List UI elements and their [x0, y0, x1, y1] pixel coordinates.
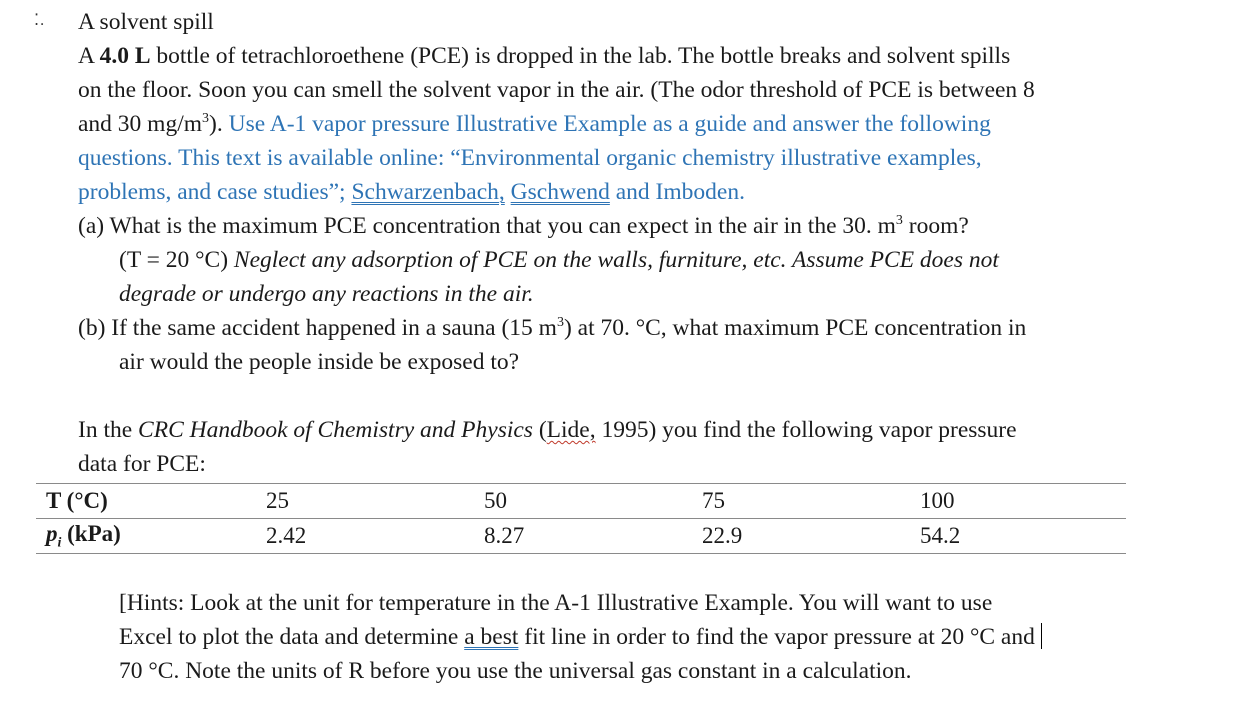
guide-link-text: Use A-1 vapor pressure Illustrative Example as a guide and answer the following — [228, 111, 991, 137]
row-label-pressure: $p_i$ (kPa) — [36, 519, 256, 554]
intro-line-4: questions. This text is available online: “Environmental organic chemistry illustrative examples, — [78, 145, 982, 171]
table-cell: 100 — [910, 484, 1126, 519]
part-b-line-2: air would the people inside be exposed to? — [119, 349, 520, 375]
table-cell: 50 — [474, 484, 692, 519]
hints-line-1: [Hints: Look at the unit for temperature in the A-1 Illustrative Example. You will want to use — [119, 590, 993, 616]
phrase-a-best: a best — [464, 624, 519, 650]
author-lide: Lide, — [546, 417, 596, 443]
part-a-line-1: (a) What is the maximum PCE concentration that you can expect in the air in the 30. $m^3$ room? — [78, 213, 969, 239]
hints-line-2: Excel to plot the data and determine a best fit line in order to find the vapor pressure at 20 °C and — [119, 620, 1042, 654]
problem-title: A solvent spill — [78, 9, 214, 35]
part-a-line-2: (T = 20 °C) Neglect any adsorption of PCE on the walls, furniture, etc. Assume PCE does not — [119, 247, 999, 273]
table-cell: 8.27 — [474, 519, 692, 554]
table-row-temperature — [36, 484, 1126, 519]
table-cell: 25 — [256, 484, 474, 519]
list-marker: ⁚. — [34, 12, 46, 29]
part-a-line-3: degrade or undergo any reactions in the air. — [119, 281, 534, 307]
row-label-temperature: T (°C) — [36, 484, 256, 519]
author-schwarzenbach: Schwarzenbach, — [351, 179, 505, 205]
table-cell: 22.9 — [692, 519, 910, 554]
table-cell: 2.42 — [256, 519, 474, 554]
table-cell: 75 — [692, 484, 910, 519]
intro-line-2: on the floor. Soon you can smell the solvent vapor in the air. (The odor threshold of PCE is between 8 — [78, 77, 1035, 103]
text-cursor — [1041, 623, 1042, 649]
intro-line-1: A 4.0 L bottle of tetrachloroethene (PCE) is dropped in the lab. The bottle breaks and solvent spills — [78, 43, 1011, 69]
vapor-pressure-table — [36, 483, 1126, 554]
crc-line-1: In the CRC Handbook of Chemistry and Physics (Lide, 1995) you find the following vapor pressure — [78, 417, 1017, 443]
crc-line-2: data for PCE: — [78, 451, 206, 477]
part-b-line-1: (b) If the same accident happened in a sauna (15 $m^3$) at 70. °C, what maximum PCE concentration in — [78, 315, 1027, 341]
table-row-pressure — [36, 519, 1126, 554]
hints-line-3: 70 °C. Note the units of R before you use the universal gas constant in a calculation. — [119, 658, 912, 684]
author-gschwend: Gschwend — [510, 179, 610, 205]
intro-line-5: problems, and case studies”; Schwarzenbach, Gschwend and Imboden. — [78, 179, 745, 205]
table-cell: 54.2 — [910, 519, 1126, 554]
intro-line-3: and 30 $mg/m^3$). Use A-1 vapor pressure Illustrative Example as a guide and answer the following — [78, 111, 991, 137]
